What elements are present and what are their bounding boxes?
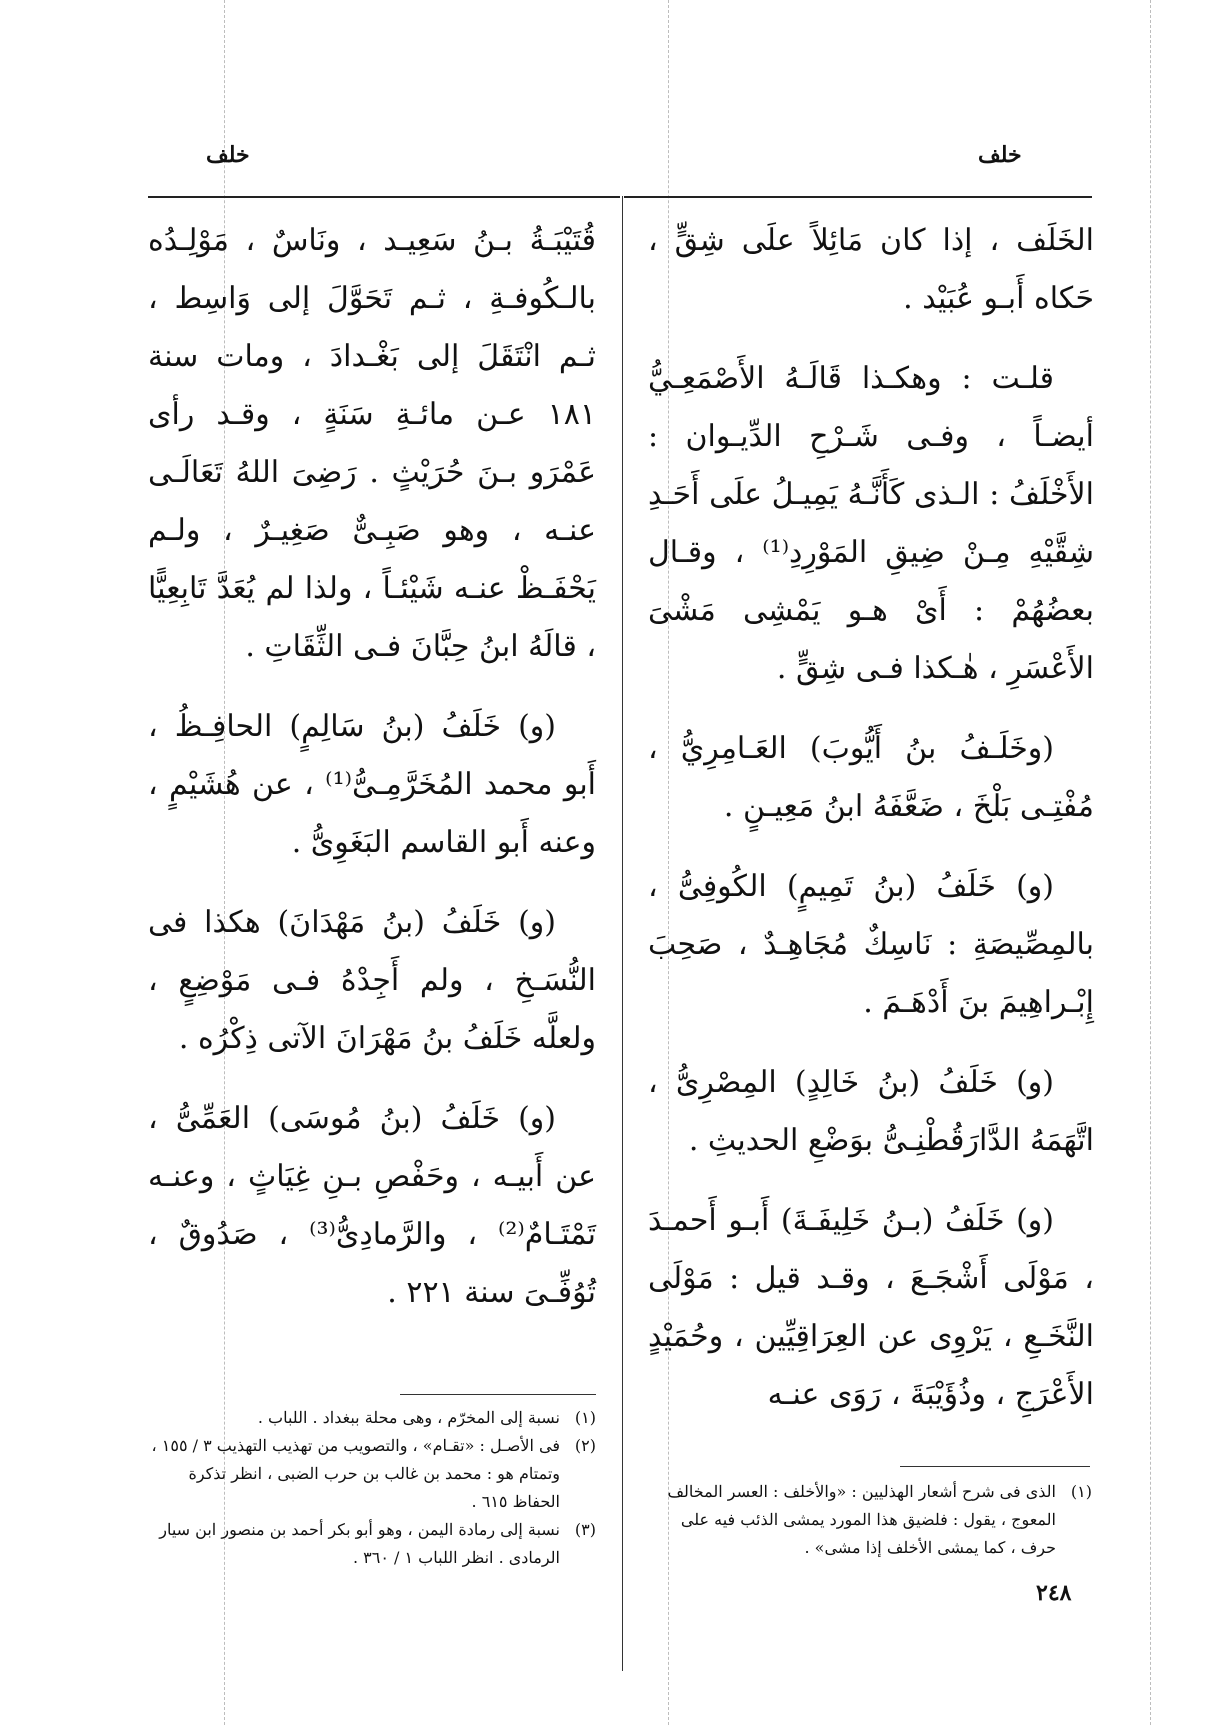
footnote-number: (١): [1070, 1482, 1092, 1501]
paragraph: (و) خَلَفُ (بـنُ خَلِيفَـةَ) أَبـو أَحمـدَ ، مَوْلَى أَشْجَـعَ ، وقـد قيل : مَوْلَى النَّخَـعِ ، يَرْوِى عن العِرَاقِيِّين ، وحُمَيْدٍ الأَعْرَجِ ، وذُؤَيْبَةَ ، رَوَى عنـه: [648, 1203, 1094, 1412]
header-rule-right: [624, 196, 1092, 198]
paragraph: (و) خَلَفُ (بنُ تَمِيمٍ) الكُوفِىُّ ، بالمِصِّيصَةِ : نَاسِكٌ مُجَاهِـدٌ ، صَحِبَ إِبْـراهِيمَ بنَ أَدْهَـمَ .: [648, 869, 1094, 1020]
footnote-number: (١): [574, 1408, 596, 1427]
right-column: [648, 212, 1094, 1446]
paragraph: (وخَلَـفُ بنُ أَيُّوبَ) العَـامِرِيُّ ، مُفْتِـى بَلْخَ ، ضَعَّفَهُ ابنُ مَعِيـنٍ .: [648, 731, 1094, 824]
scan-artifact-line: [1150, 0, 1151, 1725]
header-rule-left: [148, 196, 620, 198]
footnote-text: الذى فى شرح أشعار الهذليين : «والأخلف : العسر المخالف المعوج ، يقول : فلضيق هذا المورد يمشى الذئب فيه على حرف ، كما يمشى الأخلف إذا مشى» .: [667, 1482, 1056, 1557]
paragraph: الخَلَف ، إذا كان مَائِلاً علَى شِقٍّ ، حَكاه أَبـو عُبَيْد .: [648, 223, 1094, 316]
footnotes-right: [648, 1478, 1092, 1562]
paragraph: (و) خَلَفُ (بنُ مُوسَى) العَمِّىُّ ، عن أَبيـه ، وحَفْصِ بـنِ غِيَاثٍ ، وعنـه تَمْتَـامٌ⁽²⁾ ، والرَّمادِىُّ⁽³⁾ ، صَدُوقٌ ، تُوُفِّـىَ سنة ٢٢١ .: [148, 1101, 596, 1310]
footnote-text: نسبة إلى المخرّم ، وهى محلة ببغداد . اللباب .: [257, 1408, 560, 1427]
footnote-rule-left: [400, 1394, 596, 1395]
running-header-left: خلف: [206, 142, 250, 168]
paragraph: قُتَيْبَـةُ بـنُ سَعِيـد ، ونَاسٌ ، مَوْلِـدُه بالـكُوفـةِ ، ثـم تَحَوَّلَ إلى وَاسِط ، ثـم انْتَقَلَ إلى بَغْـدادَ ، ومات سنة ١٨١ عـن مائـةِ سَنَةٍ ، وقـد رأى عَمْرَو بـنَ حُرَيْثٍ . رَضِىَ اللهُ تَعَالَـى عنـه ، وهو صَبِـىٌّ صَغِيـرٌ ، ولـم يَحْفَـظْ عنـه شَيْئـاً ، ولذا لم يُعَدَّ تَابِعِيًّا ، قالَهُ ابنُ حِبَّانَ فـى الثِّقَاتِ .: [148, 223, 596, 664]
paragraph: (و) خَلَفُ (بنُ خَالِدٍ) المِصْرِىُّ ، اتَّهَمَهُ الدَّارَقُطْنِـىُّ بوَضْعِ الحديثِ .: [648, 1065, 1094, 1158]
footnote-text: نسبة إلى رمادة اليمن ، وهو أبو بكر أحمد بن منصور ابن سيار الرمادى . انظر اللباب ١ / ٣٦٠ .: [159, 1520, 560, 1567]
footnotes-left: [148, 1404, 596, 1572]
paragraph: قلـت : وهكـذا قَالَـهُ الأَصْمَعِـيُّ أيضـاً ، وفـى شَـرْحِ الدِّيـوان : الأَخْلَفُ : الـذى كَأَنَّـهُ يَمِيـلُ علَى أَحَـدِ شِقَّيْهِ مِـنْ ضِيقِ المَوْرِدِ⁽¹⁾ ، وقـال بعضُهُمْ : أَىْ هـو يَمْشِى مَشْىَ الأَعْسَرِ ، هٰـكذا فـى شِقٍّ .: [648, 361, 1094, 686]
footnote-rule-right: [900, 1466, 1090, 1467]
footnote-number: (٣): [574, 1520, 596, 1539]
footnote: [148, 1404, 596, 1432]
footnote: [648, 1478, 1092, 1562]
left-column: [148, 212, 596, 1344]
paragraph: (و) خَلَفُ (بنُ سَالِمٍ) الحافِـظُ ، أَبو محمد المُخَرَّمِـىُّ⁽¹⁾ ، عن هُشَيْمٍ ، وعنه أَبو القاسم البَغَوِىُّ .: [148, 709, 597, 860]
running-header-right: خلف: [978, 142, 1022, 168]
footnote-number: (٢): [574, 1436, 596, 1455]
footnote: [148, 1432, 596, 1516]
footnote: [148, 1516, 596, 1572]
page-number: ٢٤٨: [1036, 1580, 1072, 1606]
footnote-text: فى الأصـل : «تقـام» ، والتصويب من تهذيب التهذيب ٣ / ١٥٥ ، وتمتام هو : محمد بن غالب بن حرب الضبى ، انظر تذكرة الحفاظ ٦١٥ .: [151, 1436, 560, 1511]
column-divider: [622, 196, 623, 1671]
paragraph: (و) خَلَفُ (بنُ مَهْدَانَ) هكذا فى النُّسَـخِ ، ولم أَجِدْهُ فـى مَوْضِعٍ ، ولعلَّه خَلَفُ بنُ مَهْرَانَ الآتى ذِكْرُه .: [148, 905, 596, 1056]
